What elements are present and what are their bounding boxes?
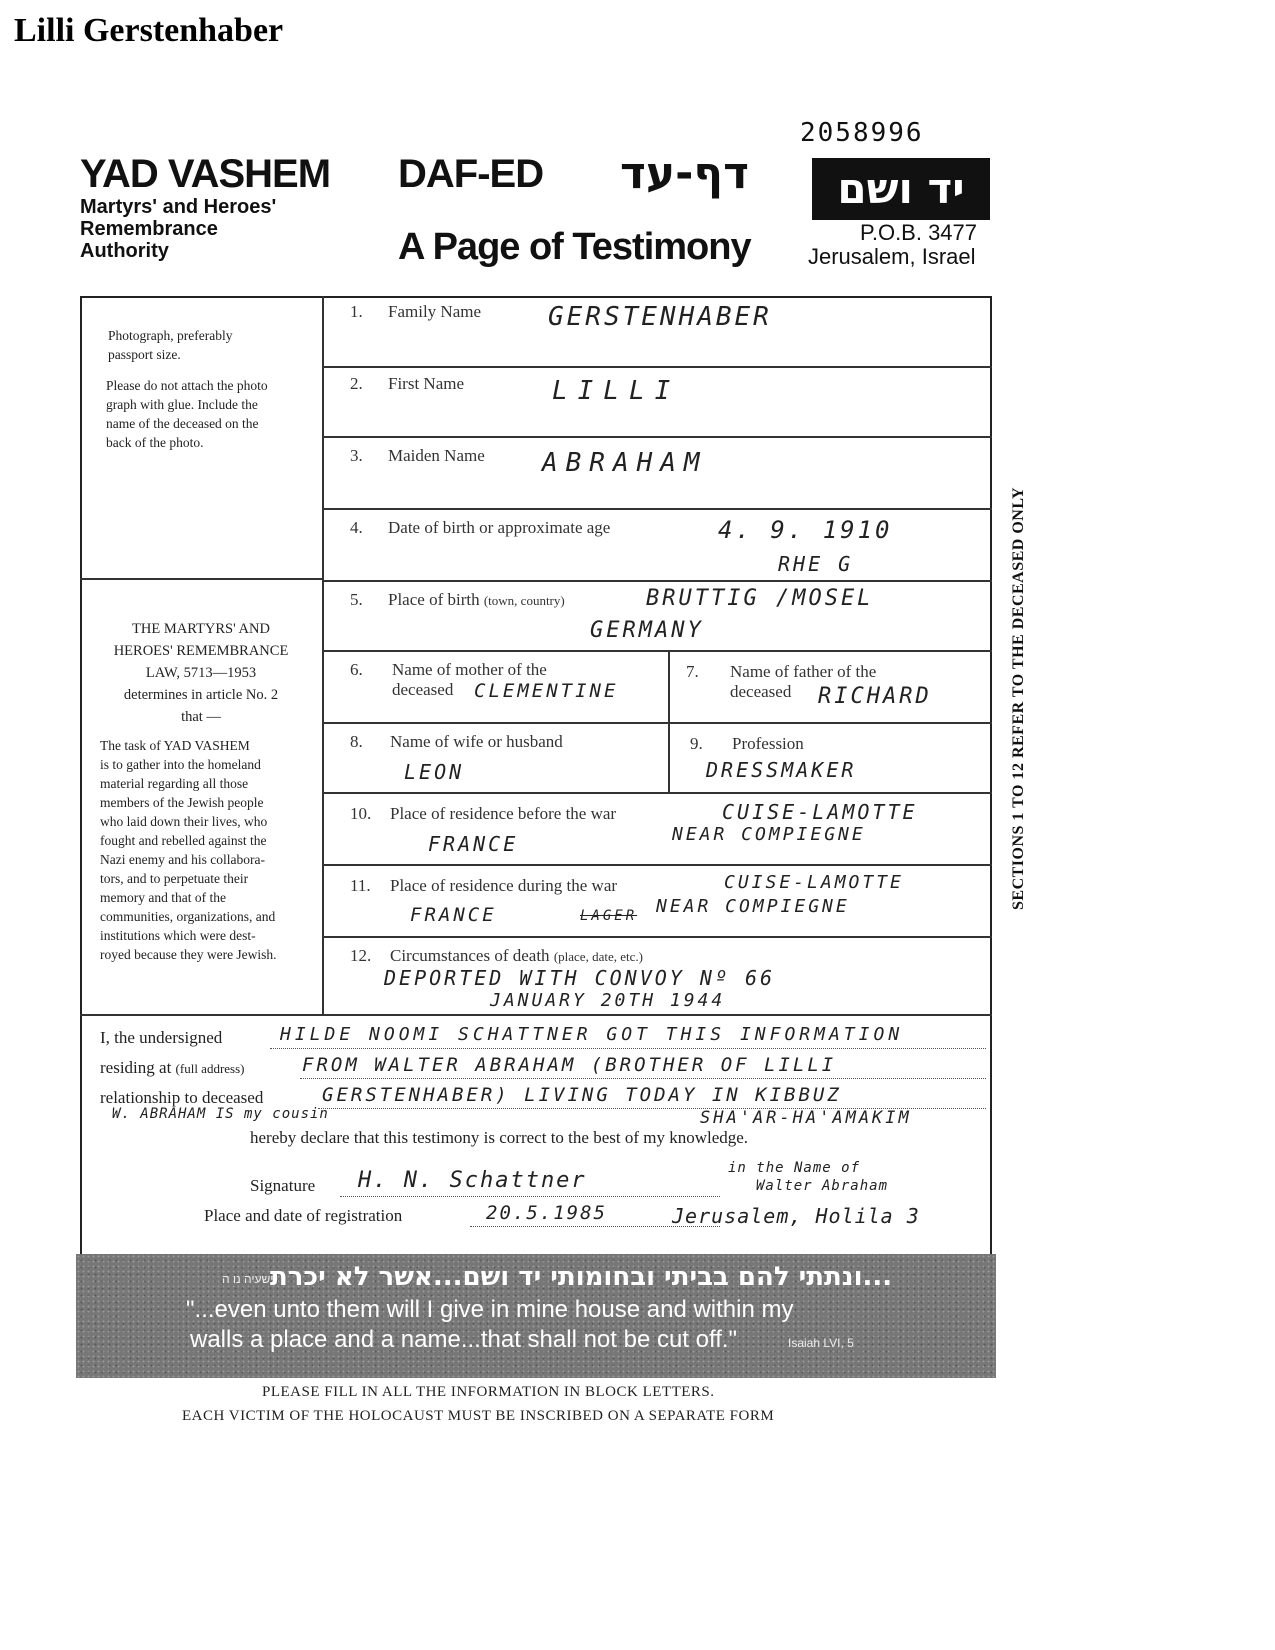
field-4-label: Date of birth or approximate age [388, 518, 611, 537]
residence-before-country: FRANCE [428, 832, 519, 856]
residence-during-city: CUISE-LAMOTTE [724, 872, 904, 893]
law-text [100, 736, 312, 964]
signature-note-1: in the Name of [728, 1160, 861, 1176]
signature-note-2: Walter Abraham [756, 1178, 889, 1194]
place-date-value: 20.5.1985 [486, 1202, 607, 1224]
relationship-value: GERSTENHABER) LIVING TODAY IN KIBBUZ [322, 1084, 842, 1106]
column-divider [668, 650, 670, 792]
field-7-label-2: deceased [730, 682, 792, 701]
spouse-name-value: LEON [404, 760, 465, 784]
banner-english-ref: Isaiah LVI, 5 [788, 1336, 854, 1350]
residing-label-text: residing at [100, 1058, 172, 1077]
sidebar-divider [322, 296, 324, 1016]
place-date-city: Jerusalem, Holila 3 [672, 1204, 920, 1228]
field-6-number: 6. [350, 660, 363, 679]
yad-vashem-hebrew-logo: יד ושם [812, 158, 990, 220]
law-text-line: fought and rebelled against the [100, 833, 267, 848]
photo-notice-line: name of the deceased on the [106, 416, 259, 431]
maiden-name-value: ABRAHAM [542, 448, 708, 478]
field-12-label-text: Circumstances of death [390, 946, 550, 965]
org-subtitle-1: Martyrs' and Heroes' [80, 196, 277, 218]
law-text-line: is to gather into the homeland [100, 757, 261, 772]
field-8-label: Name of wife or husband [390, 732, 563, 751]
law-text-line: material regarding all those [100, 776, 249, 791]
cousin-note: W. ABRAHAM IS my cousin [112, 1106, 329, 1122]
first-name-value: LILLI [552, 376, 681, 406]
field-3-number: 3. [350, 446, 363, 465]
signature-line [340, 1196, 720, 1197]
profession-value: DRESSMAKER [706, 758, 857, 782]
banner-english-line-2: walls a place and a name...that shall not be cut off." [190, 1326, 738, 1353]
field-5-label-text: Place of birth [388, 590, 480, 609]
row-divider-9 [322, 936, 992, 938]
signature-label: Signature [250, 1176, 316, 1195]
photo-instruction-1: Photograph, preferably [108, 328, 233, 343]
form-number: 2058996 [800, 118, 924, 148]
field-9-number: 9. [690, 734, 703, 753]
residing-line [300, 1078, 986, 1079]
daf-ed-title: DAF-ED [398, 152, 544, 196]
footer-line-1: PLEASE FILL IN ALL THE INFORMATION IN BLOCK LETTERS. [262, 1384, 715, 1400]
law-text-line: royed because they were Jewish. [100, 947, 277, 962]
banner-hebrew-quote: ...ונתתי להם בביתי ובחומותי יד ושם...אשר לא יכרת [270, 1262, 893, 1292]
law-text-line: Nazi enemy and his collabora- [100, 852, 265, 867]
law-text-line: The task of YAD VASHEM [100, 738, 250, 753]
side-note-text: SECTIONS 1 TO 12 REFER TO THE DECEASED ONLY [1010, 486, 1027, 910]
law-text-line: who laid down their lives, who [100, 814, 268, 829]
field-11-label: Place of residence during the war [390, 876, 618, 895]
page-of-testimony-title: A Page of Testimony [398, 226, 751, 268]
death-circumstances-2: JANUARY 20TH 1944 [490, 990, 726, 1011]
org-subtitle-3: Authority [80, 240, 169, 262]
residence-during-near: NEAR COMPIEGNE [656, 896, 850, 917]
row-divider-8 [322, 864, 992, 866]
field-4-number: 4. [350, 518, 363, 537]
field-9-label: Profession [732, 734, 804, 753]
field-5-label-small: (town, country) [483, 593, 565, 608]
residing-label-small: (full address) [175, 1061, 245, 1076]
banner-hebrew-ref: ישעיה נו ה [222, 1272, 274, 1286]
law-text-line: memory and that of the [100, 890, 226, 905]
place-date-label: Place and date of registration [204, 1206, 403, 1225]
field-11-number: 11. [350, 876, 371, 895]
side-note [1010, 430, 1034, 910]
declaration-text: hereby declare that this testimony is correct to the best of my knowledge. [250, 1128, 749, 1147]
law-determines: determines in article No. 2 [123, 687, 279, 703]
org-subtitle-2: Remembrance [80, 218, 218, 240]
birth-place-value: BRUTTIG /MOSEL [646, 586, 874, 611]
residence-during-country: FRANCE [410, 904, 497, 926]
field-2-label: First Name [388, 374, 465, 393]
org-name: YAD VASHEM [80, 152, 331, 196]
law-that: that — [181, 709, 221, 725]
sidebar-photo-divider [80, 578, 322, 580]
undersigned-value: HILDE NOOMI SCHATTNER GOT THIS INFORMATION [280, 1024, 904, 1045]
field-5-number: 5. [350, 590, 363, 609]
photo-notice [106, 376, 312, 452]
death-circumstances-1: DEPORTED WITH CONVOY Nº 66 [384, 966, 776, 990]
page-title: Lilli Gerstenhaber [14, 12, 284, 49]
photo-notice-line: Please do not attach the photo [106, 378, 268, 393]
mother-name-value: CLEMENTINE [474, 680, 619, 702]
birth-date-value: 4. 9. 1910 [718, 516, 893, 544]
law-title-line: LAW, 5713—1953 [145, 665, 257, 681]
law-text-line: institutions which were dest- [100, 928, 256, 943]
field-5-label [388, 590, 565, 610]
row-divider-4 [322, 580, 992, 582]
field-2-number: 2. [350, 374, 363, 393]
field-12-label-small: (place, date, etc.) [553, 949, 643, 964]
field-8-number: 8. [350, 732, 363, 751]
field-7-number: 7. [686, 662, 699, 681]
footer-line-2: EACH VICTIM OF THE HOLOCAUST MUST BE INSCRIBED ON A SEPARATE FORM [182, 1408, 775, 1424]
row-divider-7 [322, 792, 992, 794]
field-10-number: 10. [350, 804, 372, 823]
relationship-label: relationship to deceased [100, 1088, 264, 1107]
law-text-line: members of the Jewish people [100, 795, 264, 810]
residing-label [100, 1058, 245, 1078]
residence-during-struck: LAGER [580, 908, 638, 924]
birth-date-note: RHE G [778, 552, 854, 576]
hebrew-daf-ed-title: דף-עד [620, 148, 749, 199]
declaration-divider [80, 1014, 992, 1016]
residing-value: FROM WALTER ABRAHAM (BROTHER OF LILLI [302, 1054, 837, 1076]
undersigned-line [270, 1048, 986, 1049]
field-3-label: Maiden Name [388, 446, 485, 465]
photo-instruction-2: passport size. [108, 347, 181, 362]
row-divider-2 [322, 436, 992, 438]
field-1-label: Family Name [388, 302, 482, 321]
father-name-value: RICHARD [818, 684, 932, 709]
field-12-label [390, 946, 643, 966]
row-divider-5 [322, 650, 992, 652]
signature-value: H. N. Schattner [358, 1168, 587, 1193]
field-10-label: Place of residence before the war [390, 804, 617, 823]
law-title-line: THE MARTYRS' AND [132, 621, 270, 637]
law-text-line: tors, and to perpetuate their [100, 871, 249, 886]
undersigned-label: I, the undersigned [100, 1028, 223, 1047]
field-6-label-1: Name of mother of the [392, 660, 547, 679]
kibbutz-name: SHA'AR-HA'AMAKIM [700, 1108, 912, 1128]
law-title [80, 618, 322, 728]
law-title-line: HEROES' REMEMBRANCE [113, 643, 289, 659]
pob-address: P.O.B. 3477 [860, 220, 978, 245]
field-1-number: 1. [350, 302, 363, 321]
family-name-value: GERSTENHABER [548, 302, 772, 332]
field-6-label-2: deceased [392, 680, 454, 699]
row-divider-3 [322, 508, 992, 510]
photo-notice-line: graph with glue. Include the [106, 397, 258, 412]
row-divider-1 [322, 366, 992, 368]
banner-english-line-1: "...even unto them will I give in mine house and within my [186, 1296, 794, 1323]
city-address: Jerusalem, Israel [808, 244, 976, 269]
field-7-label-1: Name of father of the [730, 662, 877, 681]
residence-before-near: NEAR COMPIEGNE [672, 824, 866, 845]
row-divider-6 [322, 722, 992, 724]
law-text-line: communities, organizations, and [100, 909, 276, 924]
birth-country-value: GERMANY [590, 618, 704, 643]
field-12-number: 12. [350, 946, 372, 965]
residence-before-city: CUISE-LAMOTTE [722, 800, 918, 824]
photo-notice-line: back of the photo. [106, 435, 204, 450]
